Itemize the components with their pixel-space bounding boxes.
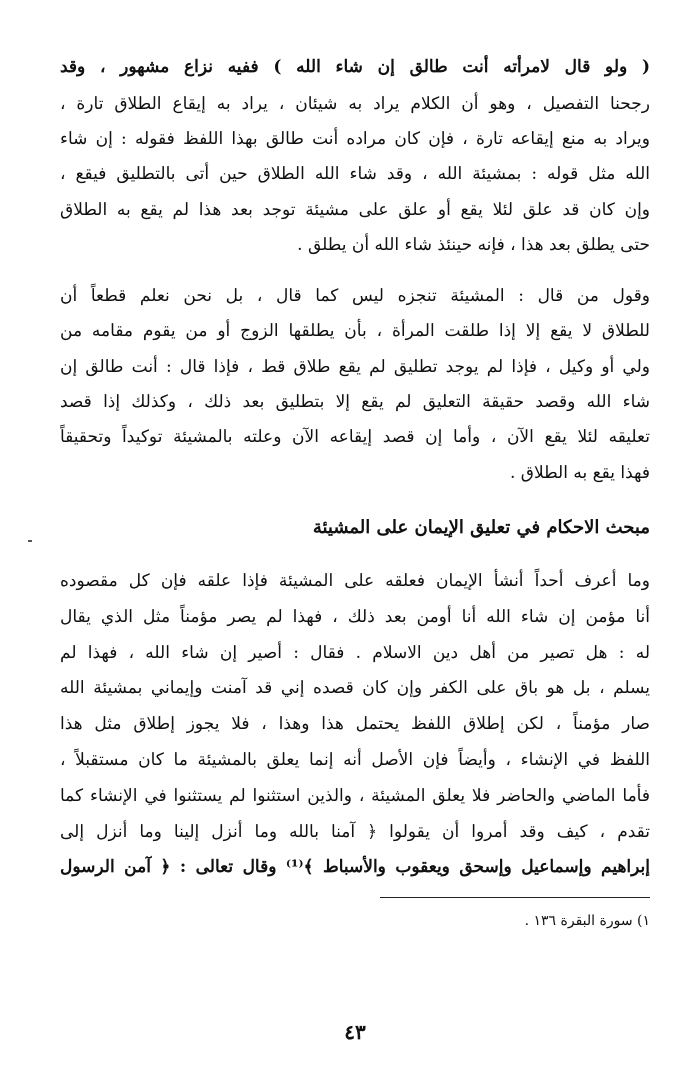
text-line: اللفظ في الإنشاء ، وأيضاً فإن الأصل أنه إنما يعلق بالمشيئة ما كان مستقبلاً ، (60, 750, 650, 770)
text-line: تقدم ، كيف وقد أمروا أن يقولوا ﴿ آمنا بالله وما أنزل إلينا وما أنزل إلى (60, 822, 650, 842)
text-line: ولي أو وكيل ، فإذا لم يوجد تطليق لم يقع طلاق قط ، فإذا قال : أنت طالق إن (60, 357, 650, 377)
text-line: أنا مؤمن إن شاء الله أنا أومن بعد ذلك ، فهذا لم يصر مؤمناً مثل الذي يقال (60, 607, 650, 627)
text-line: للطلاق لا يقع إلا إذا طلقت المرأة ، بأن يطلقها الزوج أو من يقوم مقامه من (60, 321, 650, 341)
text-line: ( ولو قال لامرأته أنت طالق إن شاء الله ) ففيه نزاع مشهور ، وقد (60, 57, 650, 77)
text-line: صار مؤمناً ، لكن إطلاق اللفظ يحتمل هذا وهذا ، فلا يجوز إطلاق مثل هذا (60, 714, 650, 734)
text-line: شاء الله وقصد حقيقة التعليق لم يقع إلا بتطليق بعد ذلك ، وكذلك إذا قصد (60, 392, 650, 412)
text-line: وإن كان قد علق لئلا يقع أو علق على مشيئة توجد بعد هذا لم يقع به الطلاق (60, 200, 650, 220)
text-line: ويراد به منع إيقاعه تارة ، فإن كان مراده أنت طالق بهذا اللفظ فقوله : إن شاء (60, 129, 650, 149)
text-line: وقول من قال : المشيئة تنجزه ليس كما قال ، بل نحن نعلم قطعاً أن (60, 286, 650, 306)
text-line: الله مثل قوله : بمشيئة الله ، وقد شاء الله الطلاق حين أتى بالتطليق فيقع ، (60, 164, 650, 184)
text-line: رجحنا التفصيل ، وهو أن الكلام يراد به شيئان ، يراد به إيقاع الطلاق تارة ، (60, 94, 650, 114)
footnote: ١) سورة البقرة ١٣٦ . (524, 913, 650, 929)
stray-mark (28, 540, 32, 542)
text-line: فهذا يقع به الطلاق . (509, 463, 650, 483)
text-line: وما أعرف أحداً أنشأ الإيمان فعلقه على المشيئة فإذا علقه فإن كل مقصوده (60, 571, 650, 591)
text-line: حتى يطلق بعد هذا ، فإنه حينئذ شاء الله أن يطلق . (297, 235, 650, 255)
footnote-divider (380, 897, 650, 898)
text-line: فأما الماضي والحاضر فلا يعلق المشيئة ، والذين استثنوا لم يستثنوا في الإنشاء كما (60, 786, 650, 806)
page-number: ٤٣ (344, 1020, 366, 1044)
document-page (60, 0, 650, 1091)
text-line: له : هل تصير من أهل دين الاسلام . فقال : أصير إن شاء الله ، فهذا لم (60, 643, 650, 663)
text-line: يسلم ، بل هو باق على الكفر وإن كان قصده إني قد آمنت وإيماني بمشيئة الله (60, 678, 650, 698)
text-line: إبراهيم وإسماعيل وإسحق ويعقوب والأسباط ﴾⁽¹⁾ وقال تعالى : ﴿ آمن الرسول (60, 857, 650, 877)
section-heading: مبحث الاحكام في تعليق الإيمان على المشيئة (312, 517, 650, 538)
text-line: تعليقه لئلا يقع الآن ، وأما إن قصد إيقاعه الآن وعلته بالمشيئة توكيداً وتحقيقاً (60, 427, 650, 447)
